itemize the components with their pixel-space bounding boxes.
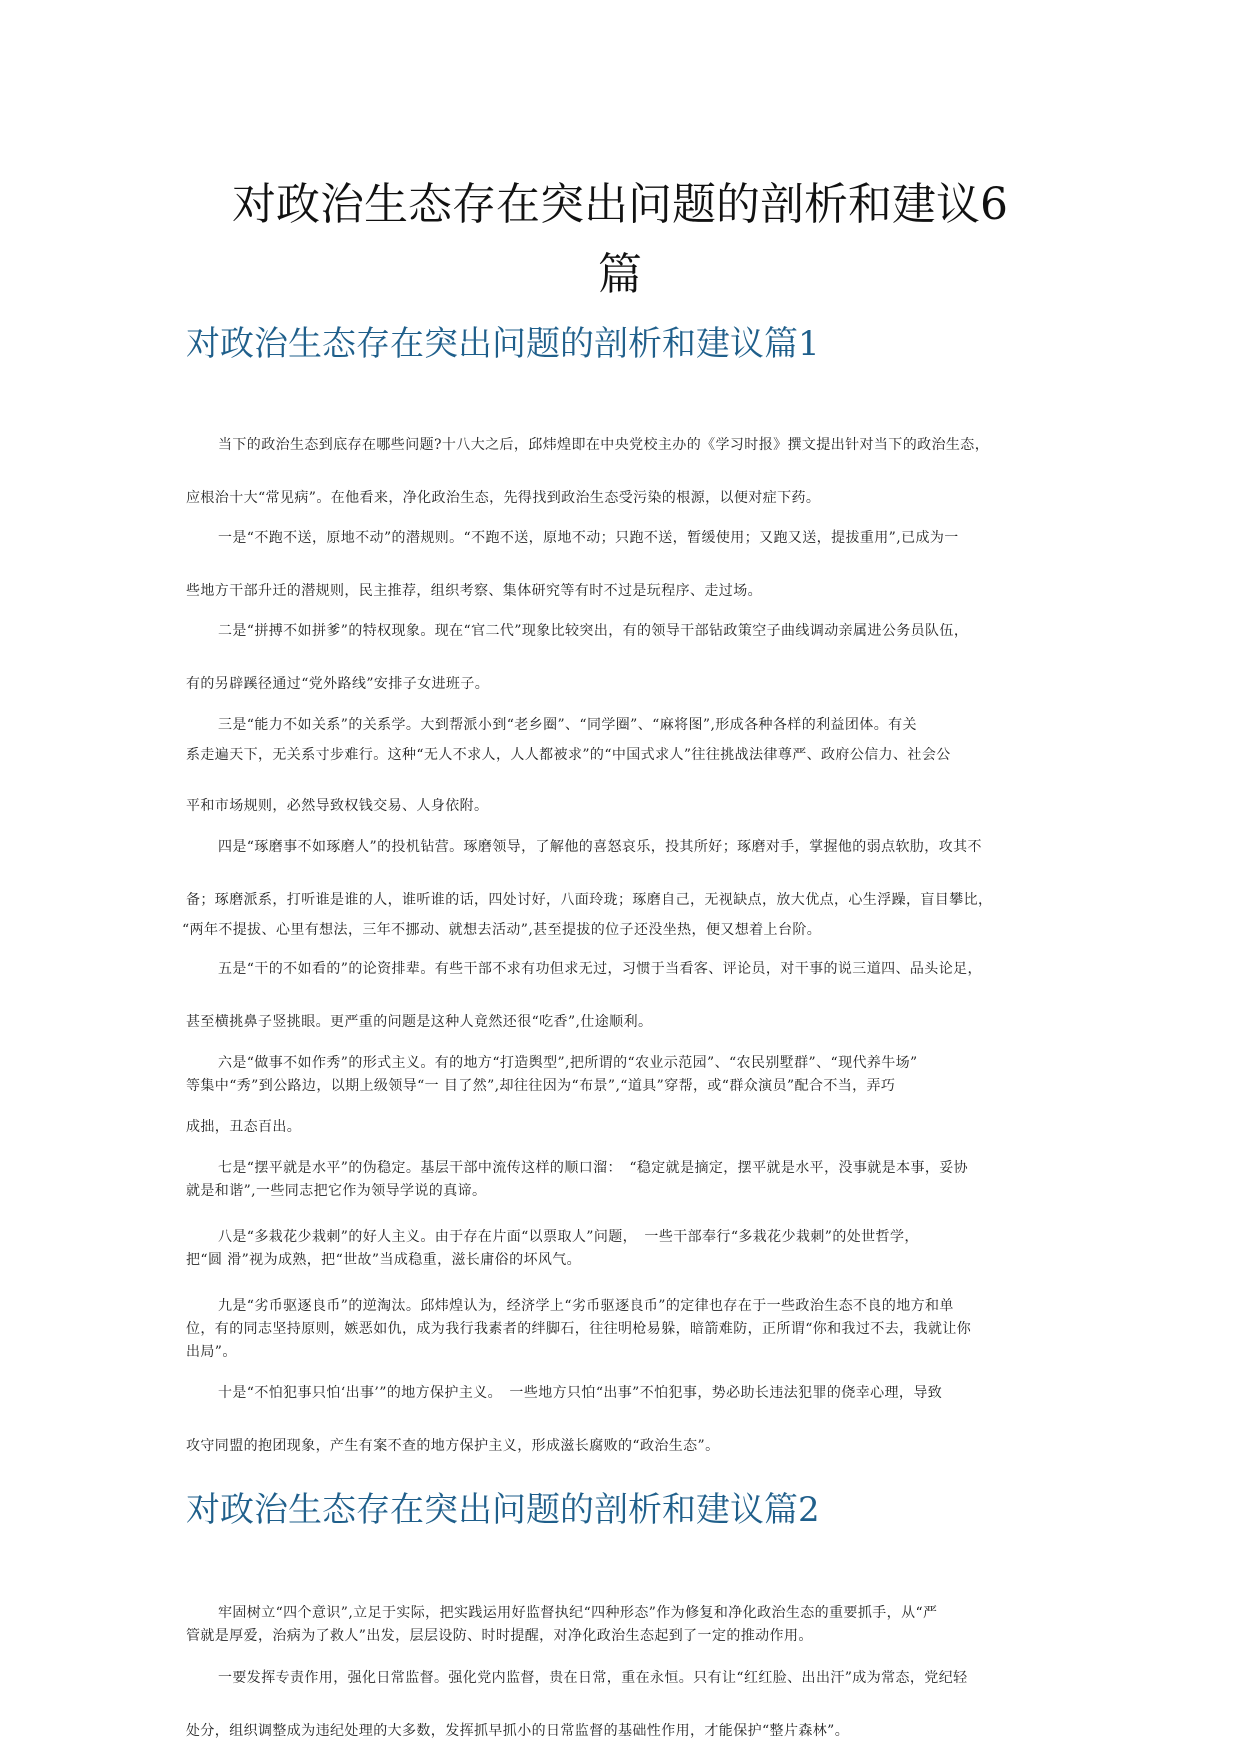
paragraph-line: 把“圆 滑”视为成熟，把“世故”当成稳重，滋长庸俗的坏风气。 [186, 1252, 582, 1268]
paragraph-line: 管就是厚爱，治病为了救人”出发，层层设防、时时提醒，对净化政治生态起到了一定的推动作用。 [186, 1628, 813, 1644]
paragraph-line: 处分，组织调整成为违纪处理的大多数，发挥抓早抓小的日常监督的基础性作用，才能保护“整片森林”。 [186, 1723, 850, 1739]
paragraph-line: 牢固树立“四个意识”,立足于实际，把实践运用好监督执纪“四种形态”作为修复和净化政治生态的重要抓手，从“严 [218, 1605, 938, 1621]
paragraph-line: 些地方干部升迁的潜规则，民主推荐，组织考察、集体研究等有时不过是玩程序、走过场。 [186, 583, 762, 599]
paragraph-line: 当下的政治生态到底存在哪些问题?十八大之后，邱炜煌即在中央党校主办的《学习时报》撰文提出针对当下的政治生态， [218, 437, 990, 453]
paragraph-line: 八是“多栽花少栽刺”的好人主义。由于存在片面“以票取人”问题， 一些干部奉行“多栽花少栽刺”的处世哲学， [218, 1229, 919, 1245]
paragraph-line: 系走遍天下，无关系寸步难行。这种“无人不求人，人人都被求”的“中国式求人”往往挑战法律尊严、政府公信力、社会公 [186, 747, 951, 763]
section-2-heading: 对政治生态存在突出问题的剖析和建议篇2 [186, 1490, 820, 1530]
paragraph-line: 二是“拼搏不如拼爹”的特权现象。现在“官二代”现象比较突出，有的领导干部钻政策空子曲线调动亲属进公务员队伍， [218, 623, 969, 639]
paragraph-line: 攻守同盟的抱团现象，产生有案不查的地方保护主义，形成滋长腐败的“政治生态”。 [186, 1438, 720, 1454]
section-1-heading: 对政治生态存在突出问题的剖析和建议篇1 [186, 324, 820, 364]
paragraph-line: 出局”。 [186, 1344, 237, 1360]
paragraph-line: 有的另辟蹊径通过“党外路线”安排子女进班子。 [186, 676, 490, 692]
paragraph-line: 九是“劣币驱逐良币”的逆淘汰。邱炜煌认为，经济学上“劣币驱逐良币”的定律也存在于一些政治生态不良的地方和单 [218, 1298, 954, 1314]
paragraph-line: “两年不提拔、心里有想法，三年不挪动、就想去活动”,甚至提拔的位子还没坐热，便又想着上台阶。 [182, 922, 822, 938]
paragraph-line: 六是“做事不如作秀”的形式主义。有的地方“打造舆型”,把所谓的“农业示范园”、“农民别墅群”、“现代养牛场” [218, 1055, 918, 1071]
paragraph-line: 备；琢磨派系，打听谁是谁的人，谁听谁的话，四处讨好，八面玲珑；琢磨自己，无视缺点，放大优点，心生浮躁，盲目攀比， [186, 892, 993, 908]
paragraph-line: 三是“能力不如关系”的关系学。大到帮派小到“老乡圈”、“同学圈”、“麻将图”,形成各种各样的利益团体。有关 [218, 717, 917, 733]
paragraph-line: 位，有的同志坚持原则，嫉恶如仇，成为我行我素者的绊脚石，往往明枪易躲，暗箭难防，正所谓“你和我过不去，我就让你 [186, 1321, 972, 1337]
paragraph-line: 等集中“秀”到公路边，以期上级领导“一 目了然”,却往往因为“布景”,“道具”穿帮，或“群众演员”配合不当，弄巧 [186, 1078, 896, 1094]
paragraph-line: 七是“摆平就是水平”的伪稳定。基层干部中流传这样的顺口溜： “稳定就是摘定，摆平就是水平，没事就是本事，妥协 [218, 1160, 969, 1176]
paragraph-line: 成拙，丑态百出。 [186, 1119, 302, 1135]
paragraph-line: 五是“干的不如看的”的论资排辈。有些干部不求有功但求无过，习惯于当看客、评论员，对干事的说三道四、品头论足， [218, 961, 982, 977]
document-title [190, 170, 1050, 310]
paragraph-line: 应根治十大“常见病”。在他看来，净化政治生态，先得找到政治生态受污染的根源，以便对症下药。 [186, 490, 821, 506]
document-title-line-1: 对政治生态存在突出问题的剖析和建议6 [232, 179, 1008, 230]
paragraph-line: 平和市场规则，必然导致权钱交易、人身依附。 [186, 798, 489, 814]
paragraph-line: 就是和谐”,一些同志把它作为领导学说的真谛。 [186, 1183, 487, 1199]
paragraph-line: 四是“琢磨事不如琢磨人”的投机钻营。琢磨领导，了解他的喜怒哀乐，投其所好；琢磨对手，掌握他的弱点软肋，攻其不 [218, 839, 982, 855]
paragraph-line: 十是“不怕犯事只怕‘出事’”的地方保护主义。 一些地方只怕“出事”不怕犯事，势必助长违法犯罪的侥幸心理，导致 [218, 1385, 943, 1401]
paragraph-line: 一要发挥专责作用，强化日常监督。强化党内监督，贵在日常，重在永恒。只有让“红红脸、出出汗”成为常态，党纪轻 [218, 1670, 968, 1686]
paragraph-line: 甚至横挑鼻子竖挑眼。更严重的问题是这种人竟然还很“吃香”,仕途顺利。 [186, 1014, 653, 1030]
document-title-line-2: 篇 [598, 249, 642, 300]
paragraph-line: 一是“不跑不送，原地不动”的潜规则。“不跑不送，原地不动；只跑不送，暂缓使用；又跑又送，提拔重用”,已成为一 [218, 530, 959, 546]
